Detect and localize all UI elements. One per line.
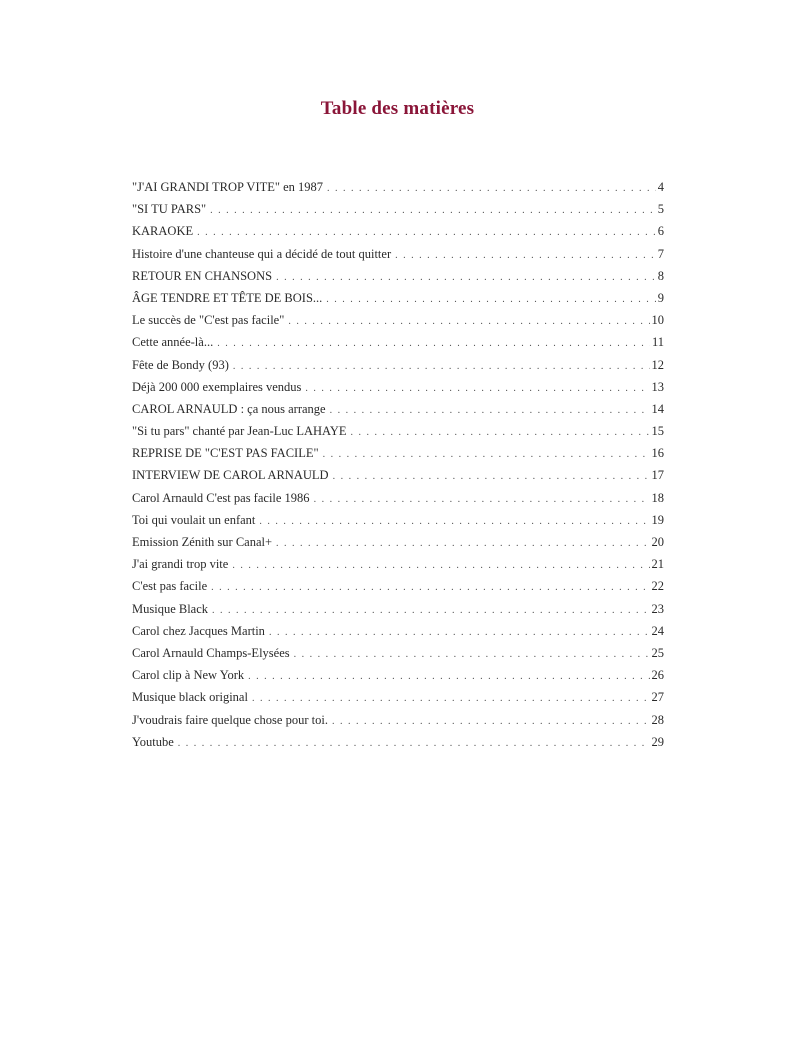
toc-entry-title: Fête de Bondy (93) [132, 357, 229, 372]
toc-entry[interactable] [132, 686, 664, 708]
toc-entry[interactable] [132, 243, 664, 265]
toc-entry[interactable] [132, 531, 664, 553]
toc-dot-leader [178, 733, 650, 755]
toc-entry[interactable] [132, 553, 664, 575]
toc-dot-leader [332, 711, 650, 733]
toc-page-number: 28 [651, 712, 664, 727]
toc-dot-leader [276, 267, 656, 289]
toc-entry[interactable] [132, 509, 664, 531]
toc-dot-leader [212, 600, 649, 622]
toc-dot-leader [232, 555, 649, 577]
toc-entry-title: Carol Arnauld C'est pas facile 1986 [132, 490, 310, 505]
toc-dot-leader [276, 533, 649, 555]
toc-page-number: 26 [651, 668, 664, 683]
toc-entry-title: Musique Black [132, 601, 209, 616]
toc-entry-title: C'est pas facile [132, 579, 208, 594]
toc-dot-leader [395, 245, 656, 267]
toc-page-number: 19 [651, 512, 664, 527]
toc-dot-leader [252, 688, 650, 710]
toc-entry-title: Emission Zénith sur Canal+ [132, 535, 273, 549]
toc-page-number: 11 [651, 335, 664, 350]
toc-page-number: 23 [651, 601, 664, 616]
toc-entry[interactable] [132, 464, 664, 486]
toc-dot-leader [211, 577, 649, 599]
toc-dot-leader [305, 378, 649, 400]
toc-entry[interactable] [132, 331, 664, 353]
toc-page-number: 6 [657, 224, 664, 239]
toc-entry[interactable] [132, 398, 664, 420]
toc-dot-leader [248, 666, 649, 688]
toc-entry[interactable] [132, 709, 664, 731]
toc-entry[interactable] [132, 220, 664, 242]
toc-entry-title: REPRISE DE "C'EST PAS FACILE" [132, 446, 319, 461]
toc-page-number: 17 [651, 468, 664, 483]
toc-entry-title: Youtube [132, 734, 174, 749]
toc-entry-title: Carol clip à New York [132, 668, 245, 683]
toc-entry[interactable] [132, 354, 664, 376]
toc-entry[interactable] [132, 664, 664, 686]
toc-entry[interactable] [132, 287, 664, 309]
page-title: Table des matières [320, 98, 475, 119]
toc-dot-leader [351, 422, 650, 444]
toc-page-number: 10 [651, 313, 664, 328]
toc-dot-leader [330, 400, 650, 422]
toc-entry[interactable] [132, 642, 664, 664]
toc-entry[interactable] [132, 420, 664, 442]
toc-page-number: 22 [651, 579, 664, 594]
toc-entry-title: KARAOKE [132, 224, 194, 239]
toc-page-number: 5 [657, 202, 664, 217]
toc-entry-title: Le succès de "C'est pas facile" [132, 313, 285, 328]
toc-page-number: 21 [651, 557, 664, 572]
toc-page-number: 18 [651, 490, 664, 505]
toc-entry-title: J'voudrais faire quelque chose pour toi. [132, 712, 328, 727]
toc-dot-leader [197, 222, 656, 244]
toc-page-number: 16 [651, 446, 664, 461]
toc-page-number: 8 [657, 268, 664, 283]
toc-entry-title: Musique black original [132, 690, 248, 705]
toc-page-number: 9 [657, 290, 664, 305]
toc-entry-title: CAROL ARNAULD : ça nous arrange [132, 401, 326, 416]
toc-entry[interactable] [132, 598, 664, 620]
toc-entry-title: Cette année-là... [132, 335, 214, 350]
toc-page-number: 12 [651, 357, 664, 372]
toc-entry-title: J'ai grandi trop vite [132, 557, 229, 572]
toc-page-number: 14 [651, 401, 664, 416]
toc-entry-title: Histoire d'une chanteuse qui a décidé de tout quitter [132, 246, 392, 261]
toc-entry[interactable] [132, 376, 664, 398]
toc-entry[interactable] [132, 442, 664, 464]
toc-entry-title: ÂGE TENDRE ET TÊTE DE BOIS... [132, 290, 323, 305]
toc-page-number: 24 [651, 623, 664, 638]
toc-page-number: 7 [657, 246, 664, 261]
toc-entry[interactable] [132, 309, 664, 331]
toc-entry-title: "J'AI GRANDI TROP VITE" en 1987 [132, 180, 324, 194]
toc-entry[interactable] [132, 176, 664, 198]
toc-dot-leader [327, 178, 656, 200]
toc-dot-leader [259, 511, 649, 533]
toc-entry-title: Carol chez Jacques Martin [132, 623, 265, 638]
toc-dot-leader [269, 622, 650, 644]
toc-dot-leader [294, 644, 650, 666]
table-of-contents [132, 176, 664, 753]
toc-page-number: 25 [651, 645, 664, 660]
toc-dot-leader [314, 489, 650, 511]
toc-dot-leader [323, 444, 650, 466]
toc-entry-title: "SI TU PARS" [132, 202, 207, 217]
toc-entry-title: Toi qui voulait un enfant [132, 512, 256, 527]
toc-dot-leader [210, 200, 656, 222]
toc-dot-leader [288, 311, 649, 333]
toc-dot-leader [233, 356, 650, 378]
toc-entry[interactable] [132, 620, 664, 642]
toc-dot-leader [333, 466, 650, 488]
toc-entry-title: "Si tu pars" chanté par Jean-Luc LAHAYE [132, 424, 347, 439]
toc-page-number: 15 [651, 424, 664, 439]
toc-page-number: 20 [651, 535, 664, 549]
toc-entry[interactable] [132, 265, 664, 287]
toc-entry-title: Déjà 200 000 exemplaires vendus [132, 379, 302, 394]
toc-page-number: 29 [651, 734, 664, 749]
toc-entry[interactable] [132, 198, 664, 220]
toc-entry[interactable] [132, 731, 664, 753]
toc-dot-leader [217, 333, 650, 355]
toc-page-number: 13 [651, 379, 664, 394]
toc-dot-leader [326, 289, 655, 311]
toc-entry-title: Carol Arnauld Champs-Elysées [132, 645, 290, 660]
toc-entry-title: RETOUR EN CHANSONS [132, 268, 273, 283]
toc-entry[interactable] [132, 487, 664, 509]
toc-entry-title: INTERVIEW DE CAROL ARNAULD [132, 468, 329, 483]
toc-page-number: 4 [657, 180, 664, 194]
toc-entry[interactable] [132, 575, 664, 597]
toc-page-number: 27 [651, 690, 664, 705]
